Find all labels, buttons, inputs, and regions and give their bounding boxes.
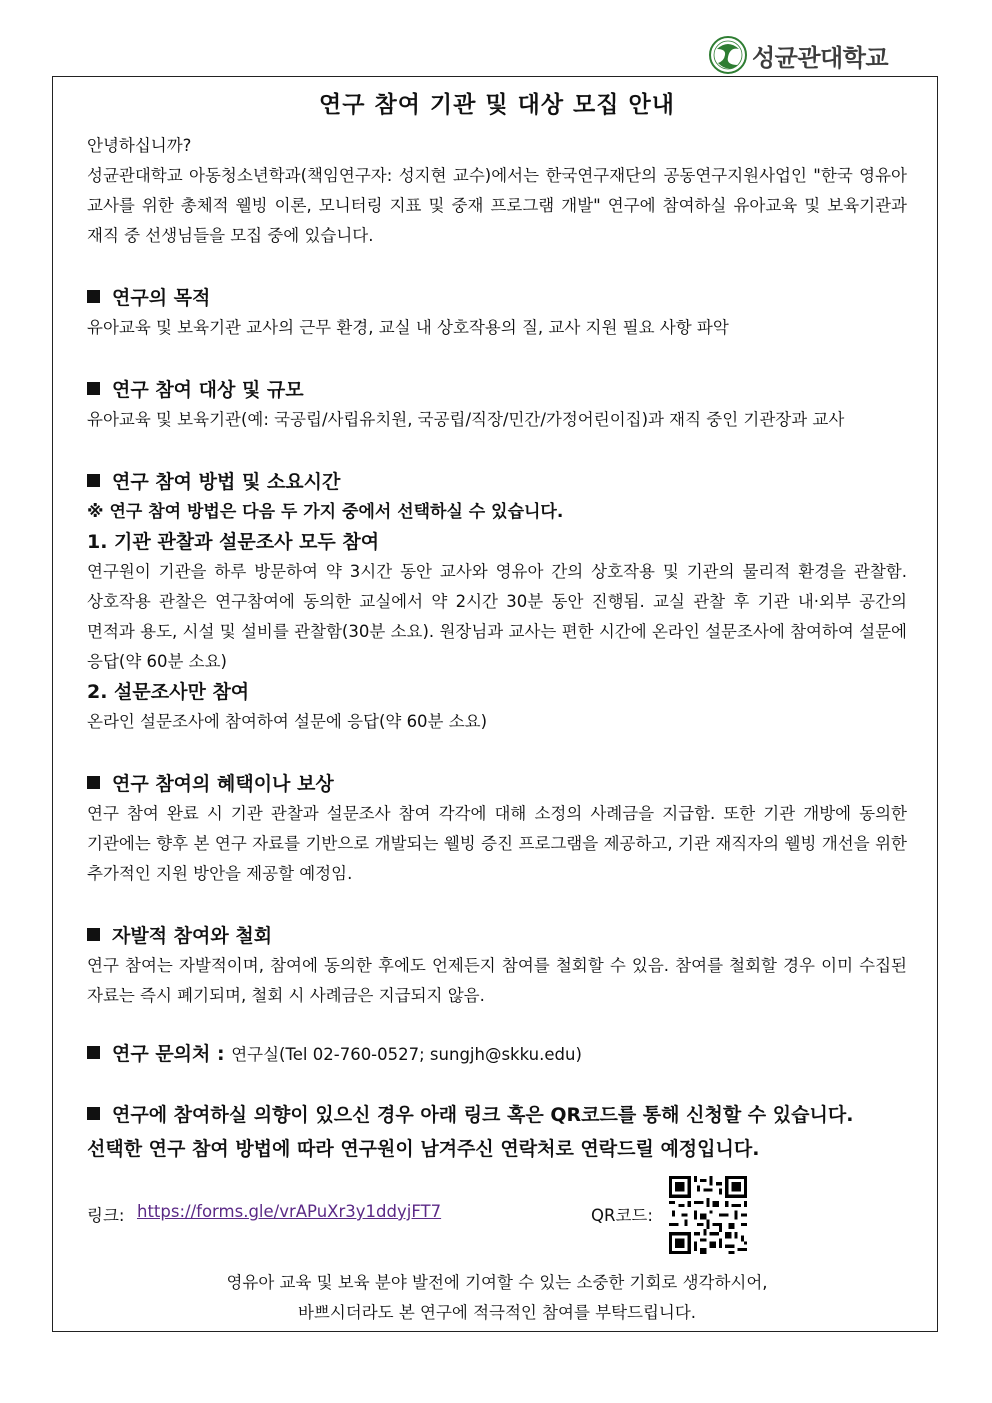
apply-followup: 선택한 연구 참여 방법에 따라 연구원이 남겨주신 연락처로 연락드릴 예정입니다.	[87, 1138, 760, 1160]
link-row	[87, 1176, 907, 1256]
apply-instruction: 연구에 참여하실 의향이 있으신 경우 아래 링크 혹은 QR코드를 통해 신청할 수 있습니다.	[87, 1098, 907, 1132]
square-bullet-icon	[87, 1107, 100, 1120]
section-body-target: 유아교육 및 보육기관(예: 국공립/사립유치원, 국공립/직장/민간/가정어린이집)과 재직 중인 기관장과 교사	[87, 410, 845, 429]
square-bullet-icon	[87, 928, 100, 941]
closing-message	[87, 1268, 907, 1328]
notice-frame	[52, 76, 938, 1332]
application-form-link[interactable]: https://forms.gle/vrAPuXr3y1ddyjFT7	[137, 1202, 442, 1221]
link-label: 링크:	[87, 1206, 125, 1225]
section-heading-benefit: 연구 참여의 혜택이나 보상	[87, 769, 907, 799]
square-bullet-icon	[87, 1046, 100, 1059]
closing-line-2: 바쁘시더라도 본 연구에 적극적인 참여를 부탁드립니다.	[297, 1303, 697, 1322]
square-bullet-icon	[87, 776, 100, 789]
option2-body: 온라인 설문조사에 참여하여 설문에 응답(약 60분 소요)	[87, 712, 488, 731]
square-bullet-icon	[87, 382, 100, 395]
intro-paragraph: 성균관대학교 아동청소년학과(책임연구자: 성지현 교수)에서는 한국연구재단의 공동연구지원사업인 "한국 영유아 교사를 위한 총체적 웰빙 이론, 모니터링 지표 및 중재 프로그램 개발" 연구에 참여하실 유아교육 및 보육기관과 재직 중 선생님들을 모집 중에 있습니다.	[87, 166, 907, 245]
section-heading-voluntary: 자발적 참여와 철회	[87, 921, 907, 951]
qr-label: QR코드:	[591, 1206, 653, 1225]
university-emblem-icon	[708, 35, 748, 75]
square-bullet-icon	[87, 290, 100, 303]
method-note: ※ 연구 참여 방법은 다음 두 가지 중에서 선택하실 수 있습니다.	[87, 502, 564, 522]
university-logo	[708, 34, 888, 76]
notice-content	[87, 89, 907, 1328]
closing-line-1: 영유아 교육 및 보육 분야 발전에 기여할 수 있는 소중한 기회로 생각하시어,	[226, 1273, 768, 1292]
option1-body: 연구원이 기관을 하루 방문하여 약 3시간 동안 교사와 영유아 간의 상호작용 및 기관의 물리적 환경을 관찰함. 상호작용 관찰은 연구참여에 동의한 교실에서 약 2시간 30분 동안 진행됨. 교실 관찰 후 기관 내·외부 공간의 면적과 용도, 시설 및 설비를 관찰함(30분 소요). 원장님과 교사는 편한 시간에 온라인 설문조사에 참여하여 설문에 응답(약 60분 소요)	[87, 562, 907, 671]
page-title: 연구 참여 기관 및 대상 모집 안내	[319, 92, 675, 118]
contact-label: 연구 문의처 :	[112, 1043, 225, 1065]
qr-code-icon[interactable]	[669, 1176, 747, 1254]
greeting: 안녕하십니까?	[87, 136, 192, 155]
section-body-purpose: 유아교육 및 보육기관 교사의 근무 환경, 교실 내 상호작용의 질, 교사 지원 필요 사항 파악	[87, 318, 729, 337]
section-heading-method: 연구 참여 방법 및 소요시간	[87, 467, 907, 497]
section-body-benefit: 연구 참여 완료 시 기관 관찰과 설문조사 참여 각각에 대해 소정의 사례금을 지급함. 또한 기관 개방에 동의한 기관에는 향후 본 연구 자료를 기반으로 개발되는 웰빙 증진 프로그램을 제공하고, 기관 재직자의 웰빙 개선을 위한 추가적인 지원 방안을 제공할 예정임.	[87, 804, 907, 883]
section-body-voluntary: 연구 참여는 자발적이며, 참여에 동의한 후에도 언제든지 참여를 철회할 수 있음. 참여를 철회할 경우 이미 수집된 자료는 즉시 폐기되며, 철회 시 사례금은 지급되지 않음.	[87, 956, 907, 1005]
option2-title: 2. 설문조사만 참여	[87, 681, 250, 703]
contact-line	[87, 1039, 907, 1070]
option1-title: 1. 기관 관찰과 설문조사 모두 참여	[87, 531, 380, 553]
contact-info: 연구실(Tel 02-760-0527; sungjh@skku.edu)	[231, 1045, 582, 1064]
section-heading-target: 연구 참여 대상 및 규모	[87, 375, 907, 405]
square-bullet-icon	[87, 474, 100, 487]
university-name: 성균관대학교	[752, 43, 889, 72]
section-heading-purpose: 연구의 목적	[87, 283, 907, 313]
